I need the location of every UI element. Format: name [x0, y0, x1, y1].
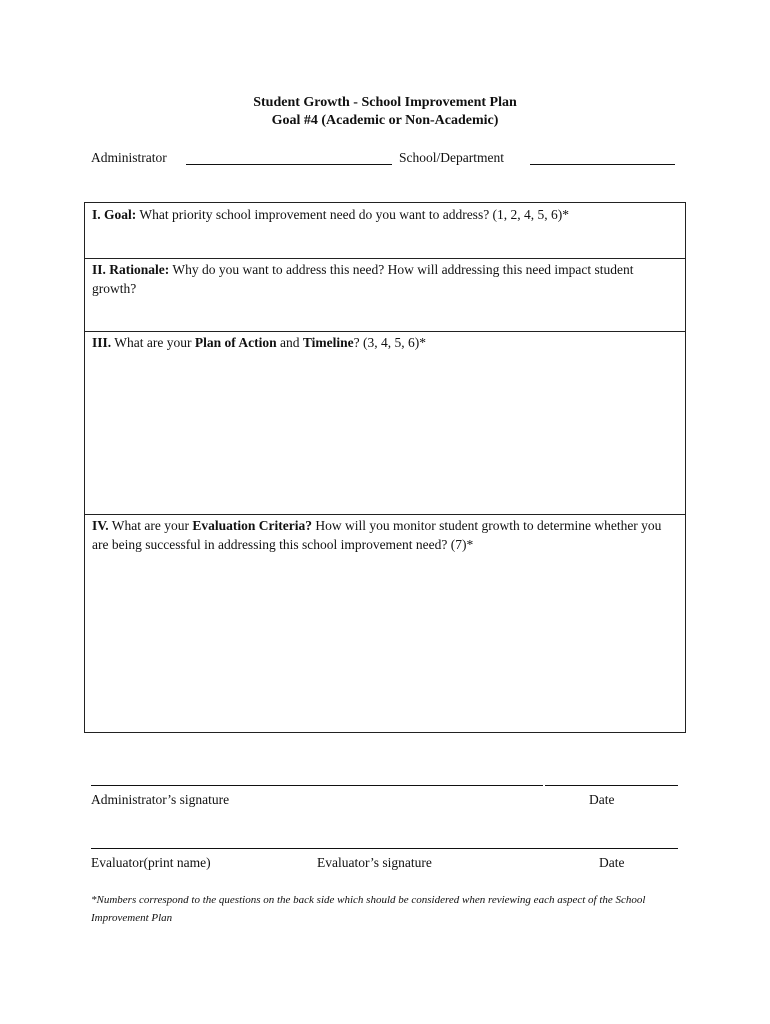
- page-title: Student Growth - School Improvement Plan: [253, 95, 517, 110]
- administrator-date-field[interactable]: [545, 785, 678, 786]
- evaluation-label: IV.: [92, 518, 109, 533]
- goal-section[interactable]: [85, 203, 685, 258]
- rationale-question: Why do you want to address this need? How will addressing this need impact student growth?: [92, 262, 634, 296]
- administrator-field[interactable]: [186, 164, 392, 165]
- plan-of-action-section[interactable]: [85, 331, 685, 514]
- evaluator-signature-label: Evaluator’s signature: [317, 855, 432, 870]
- plan-question-part: and: [276, 335, 303, 350]
- goal-question: What priority school improvement need do you want to address? (1, 2, 4, 5, 6)*: [136, 207, 570, 222]
- administrator-signature-field[interactable]: [91, 785, 543, 786]
- rationale-label: II. Rationale:: [92, 262, 170, 277]
- plan-question-part: What are your: [111, 335, 195, 350]
- school-department-field[interactable]: [530, 164, 675, 165]
- evaluator-signature-field[interactable]: [91, 848, 678, 849]
- plan-of-action-term: Plan of Action: [194, 335, 277, 350]
- evaluation-question-part: What are your: [108, 518, 193, 533]
- evaluation-question-part: How will you monitor student growth to determine whether you are being successful in addressing this school improvement need? (7)*: [92, 518, 662, 552]
- rationale-section[interactable]: [85, 258, 685, 331]
- plan-question-part: ? (3, 4, 5, 6)*: [353, 335, 426, 350]
- goal-label: I. Goal:: [92, 207, 137, 222]
- evaluation-criteria-term: Evaluation Criteria?: [192, 518, 312, 533]
- plan-label: III.: [92, 335, 112, 350]
- timeline-term: Timeline: [302, 335, 354, 350]
- administrator-date-label: Date: [589, 792, 615, 807]
- evaluation-criteria-section[interactable]: [85, 514, 685, 732]
- administrator-signature-label: Administrator’s signature: [91, 792, 230, 807]
- plan-table: [84, 202, 686, 733]
- footnote: *Numbers correspond to the questions on the back side which should be considered when reviewing each aspect of the School Improvement Plan: [91, 894, 646, 924]
- evaluator-date-label: Date: [599, 855, 625, 870]
- school-department-label: School/Department: [399, 150, 504, 165]
- administrator-label: Administrator: [91, 150, 167, 165]
- evaluator-print-name-label: Evaluator(print name): [91, 855, 211, 870]
- page-subtitle: Goal #4 (Academic or Non-Academic): [271, 113, 499, 128]
